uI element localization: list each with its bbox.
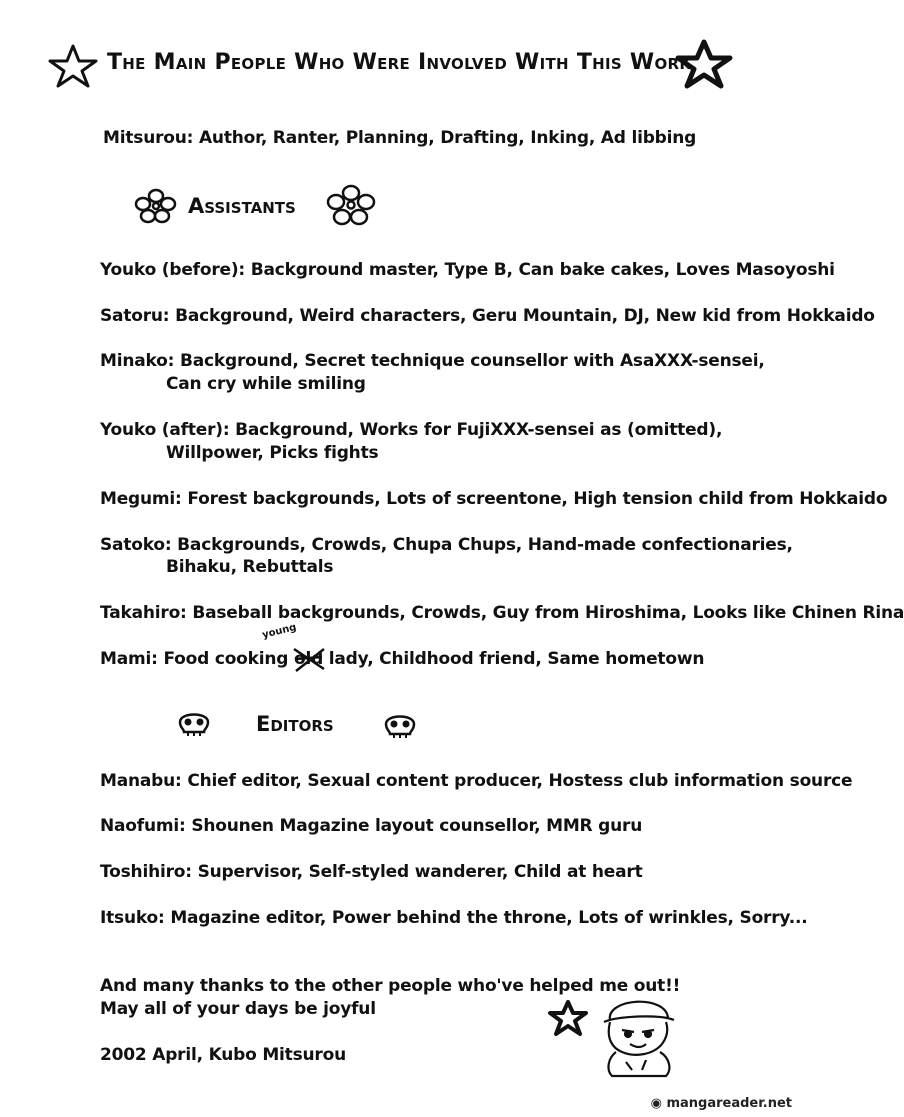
author-doodle-icon	[596, 986, 680, 1078]
star-icon	[548, 1000, 588, 1036]
assistant-entry: Megumi: Forest backgrounds, Lots of screentone, High tension child from Hokkaido	[100, 489, 888, 509]
watermark-icon: ◉	[650, 1096, 667, 1111]
assistant-entry: Takahiro: Baseball backgrounds, Crowds, Guy from Hiroshima, Looks like Chinen Rina	[100, 603, 904, 623]
assistant-entry: Youko (before): Background master, Type B, Can bake cakes, Loves Masoyoshi	[100, 260, 835, 280]
cross-out-scribble	[292, 645, 326, 673]
watermark	[651, 1096, 792, 1111]
title-row	[0, 40, 800, 90]
assistant-entry-continued: Bihaku, Rebuttals	[166, 557, 334, 577]
flower-icon	[326, 184, 376, 226]
assistant-entry-continued: Willpower, Picks fights	[166, 443, 379, 463]
skull-icon	[382, 710, 418, 740]
mami-text-before: Mami: Food cooking	[100, 649, 294, 669]
watermark-text: mangareader.net	[666, 1096, 792, 1111]
crossed-out-word	[294, 649, 323, 669]
assistant-entry: Satoru: Background, Weird characters, Geru Mountain, DJ, New kid from Hokkaido	[100, 306, 875, 326]
assistant-entry: Minako: Background, Secret technique counsellor with AsaXXX-sensei,	[100, 351, 765, 371]
assistant-entry: Satoko: Backgrounds, Crowds, Chupa Chups, Hand-made confectionaries,	[100, 535, 793, 555]
flower-icon	[134, 188, 178, 224]
skull-icon	[176, 708, 212, 738]
assistant-entry-mami	[100, 649, 704, 669]
handwritten-correction: young	[261, 621, 298, 642]
wish-line: May all of your days be joyful	[100, 999, 376, 1019]
editor-entry: Naofumi: Shounen Magazine layout counsellor, MMR guru	[100, 816, 643, 836]
page-title: The Main People Who Were Involved With This Work	[107, 50, 692, 75]
crossed-word-text: old	[293, 649, 324, 669]
editor-entry: Toshihiro: Supervisor, Self-styled wanderer, Child at heart	[100, 862, 643, 882]
mami-text-after: lady, Childhood friend, Same hometown	[323, 649, 705, 669]
author-line: Mitsurou: Author, Ranter, Planning, Drafting, Inking, Ad libbing	[103, 128, 697, 148]
editors-heading: Editors	[256, 712, 334, 736]
star-icon	[676, 40, 732, 88]
assistant-entry-continued: Can cry while smiling	[166, 374, 366, 394]
assistants-heading: Assistants	[188, 194, 296, 218]
editor-entry: Itsuko: Magazine editor, Power behind the throne, Lots of wrinkles, Sorry...	[100, 908, 808, 928]
assistant-entry: Youko (after): Background, Works for FujiXXX-sensei as (omitted),	[100, 420, 723, 440]
star-icon	[48, 44, 98, 88]
signature-date: 2002 April, Kubo Mitsurou	[100, 1045, 346, 1065]
thanks-line: And many thanks to the other people who've helped me out!!	[100, 976, 681, 996]
editor-entry: Manabu: Chief editor, Sexual content producer, Hostess club information source	[100, 771, 853, 791]
